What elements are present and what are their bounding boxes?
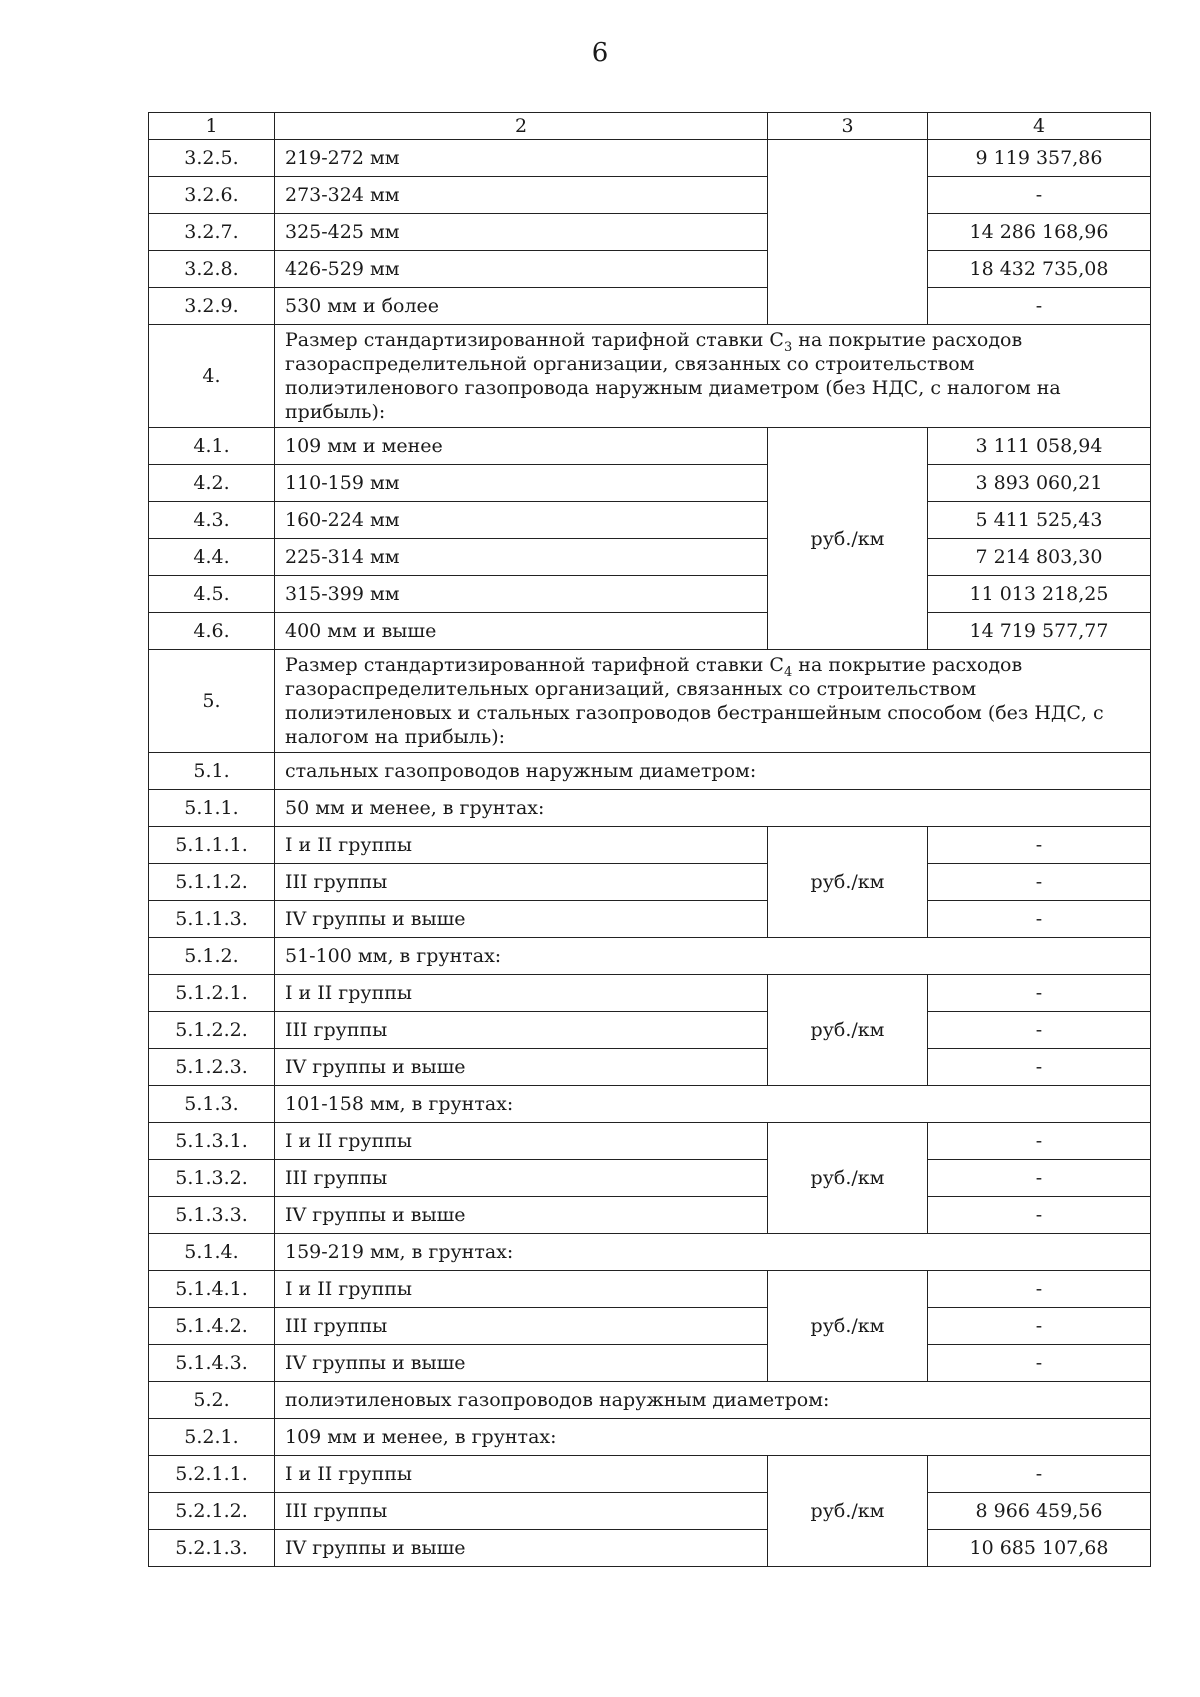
row-name: 50 мм и менее, в грунтах: [275,790,1151,827]
column-header-2: 2 [275,113,768,140]
section-number: 5. [149,650,275,753]
row-number: 3.2.8. [149,251,275,288]
subsection-row [149,938,1151,975]
table-row [149,140,1151,177]
row-number: 5.1.3. [149,1086,275,1123]
row-value: - [928,827,1151,864]
row-name: полиэтиленовых газопроводов наружным диаметром: [275,1382,1151,1419]
table-row [149,428,1151,465]
table-row [149,901,1151,938]
section-number: 4. [149,325,275,428]
table-row [149,1493,1151,1530]
subsection-row [149,1419,1151,1456]
row-number: 3.2.6. [149,177,275,214]
table-row [149,177,1151,214]
unit-cell [768,140,928,325]
table-row [149,1530,1151,1567]
row-number: 4.1. [149,428,275,465]
table-row [149,251,1151,288]
row-number: 5.1.4.1. [149,1271,275,1308]
row-name: 101-158 мм, в грунтах: [275,1086,1151,1123]
row-value: - [928,975,1151,1012]
row-number: 3.2.9. [149,288,275,325]
unit-cell: руб./км [768,1123,928,1234]
row-number: 5.1.2.3. [149,1049,275,1086]
row-value: - [928,1271,1151,1308]
unit-cell: руб./км [768,1271,928,1382]
table-header-row [149,113,1151,140]
row-name: IV группы и выше [275,1345,768,1382]
row-number: 5.1.2. [149,938,275,975]
row-number: 5.1.4.3. [149,1345,275,1382]
row-name: I и II группы [275,1271,768,1308]
row-number: 5.1.1.1. [149,827,275,864]
table-row [149,1271,1151,1308]
row-value: 3 111 058,94 [928,428,1151,465]
row-name: I и II группы [275,1123,768,1160]
row-number: 5.1. [149,753,275,790]
row-number: 3.2.5. [149,140,275,177]
table-row [149,613,1151,650]
row-value: - [928,901,1151,938]
unit-cell: руб./км [768,975,928,1086]
unit-cell: руб./км [768,827,928,938]
row-number: 4.2. [149,465,275,502]
row-number: 5.1.3.3. [149,1197,275,1234]
row-value: - [928,1345,1151,1382]
row-value: 7 214 803,30 [928,539,1151,576]
row-value: - [928,1456,1151,1493]
row-name: IV группы и выше [275,1530,768,1567]
row-value: - [928,1197,1151,1234]
row-name: 110-159 мм [275,465,768,502]
table-row [149,1049,1151,1086]
row-number: 5.2.1. [149,1419,275,1456]
row-value: 14 286 168,96 [928,214,1151,251]
row-name: IV группы и выше [275,1049,768,1086]
row-name: 159-219 мм, в грунтах: [275,1234,1151,1271]
row-name: 325-425 мм [275,214,768,251]
table-row [149,1197,1151,1234]
table-row [149,1345,1151,1382]
row-value: - [928,1160,1151,1197]
row-value: 11 013 218,25 [928,576,1151,613]
section-description: Размер стандартизированной тарифной ставки $С_3$ на покрытие расходов газораспределительной организации, связанных со строительством полиэтиленового газопровода наружным диаметром (без НДС, с налогом на прибыль): [275,325,1151,428]
row-value: - [928,1123,1151,1160]
row-name: 273-324 мм [275,177,768,214]
row-name: I и II группы [275,827,768,864]
table-row [149,539,1151,576]
row-value: 5 411 525,43 [928,502,1151,539]
table-row [149,465,1151,502]
row-value: - [928,288,1151,325]
unit-cell: руб./км [768,1456,928,1567]
section-row [149,650,1151,753]
row-name: 51-100 мм, в грунтах: [275,938,1151,975]
section-description: Размер стандартизированной тарифной ставки $С_4$ на покрытие расходов газораспределительных организаций, связанных со строительством полиэтиленовых и стальных газопроводов бестраншейным способом (без НДС, с налогом на прибыль): [275,650,1151,753]
row-name: 109 мм и менее [275,428,768,465]
row-name: 219-272 мм [275,140,768,177]
row-value: 8 966 459,56 [928,1493,1151,1530]
row-number: 4.5. [149,576,275,613]
row-name: III группы [275,1160,768,1197]
row-number: 5.1.4. [149,1234,275,1271]
table-row [149,975,1151,1012]
row-name: 225-314 мм [275,539,768,576]
row-value: 9 119 357,86 [928,140,1151,177]
row-number: 5.1.2.1. [149,975,275,1012]
row-number: 5.1.3.2. [149,1160,275,1197]
table-row [149,864,1151,901]
column-header-1: 1 [149,113,275,140]
row-value: 18 432 735,08 [928,251,1151,288]
table-row [149,576,1151,613]
row-name: I и II группы [275,1456,768,1493]
column-header-3: 3 [768,113,928,140]
table-row [149,214,1151,251]
row-number: 5.1.1.2. [149,864,275,901]
column-header-4: 4 [928,113,1151,140]
table-row [149,1012,1151,1049]
row-number: 5.2.1.1. [149,1456,275,1493]
row-number: 4.4. [149,539,275,576]
row-name: I и II группы [275,975,768,1012]
row-name: IV группы и выше [275,901,768,938]
row-value: 3 893 060,21 [928,465,1151,502]
row-name: 109 мм и менее, в грунтах: [275,1419,1151,1456]
subsection-row [149,1382,1151,1419]
row-name: 426-529 мм [275,251,768,288]
unit-cell: руб./км [768,428,928,650]
row-number: 5.1.4.2. [149,1308,275,1345]
row-value: - [928,1308,1151,1345]
row-number: 5.1.2.2. [149,1012,275,1049]
row-value: - [928,177,1151,214]
table-row [149,1123,1151,1160]
row-name: IV группы и выше [275,1197,768,1234]
table-row [149,502,1151,539]
row-number: 5.2.1.3. [149,1530,275,1567]
row-number: 4.6. [149,613,275,650]
row-value: - [928,1049,1151,1086]
row-number: 3.2.7. [149,214,275,251]
tariff-table [148,112,1151,1567]
row-number: 4.3. [149,502,275,539]
table-row [149,288,1151,325]
page-number: 6 [591,38,609,68]
row-number: 5.1.1.3. [149,901,275,938]
row-name: стальных газопроводов наружным диаметром: [275,753,1151,790]
row-name: 530 мм и более [275,288,768,325]
row-name: III группы [275,864,768,901]
row-name: 400 мм и выше [275,613,768,650]
subsection-row [149,1234,1151,1271]
subsection-row [149,753,1151,790]
subsection-row [149,790,1151,827]
subsection-row [149,1086,1151,1123]
row-name: III группы [275,1308,768,1345]
table-row [149,1160,1151,1197]
row-value: - [928,864,1151,901]
row-name: 315-399 мм [275,576,768,613]
table-row [149,827,1151,864]
row-number: 5.2.1.2. [149,1493,275,1530]
table-row [149,1308,1151,1345]
row-name: III группы [275,1493,768,1530]
row-value: 10 685 107,68 [928,1530,1151,1567]
row-number: 5.1.1. [149,790,275,827]
section-row [149,325,1151,428]
row-name: 160-224 мм [275,502,768,539]
table-row [149,1456,1151,1493]
row-value: 14 719 577,77 [928,613,1151,650]
row-number: 5.2. [149,1382,275,1419]
row-name: III группы [275,1012,768,1049]
row-number: 5.1.3.1. [149,1123,275,1160]
row-value: - [928,1012,1151,1049]
